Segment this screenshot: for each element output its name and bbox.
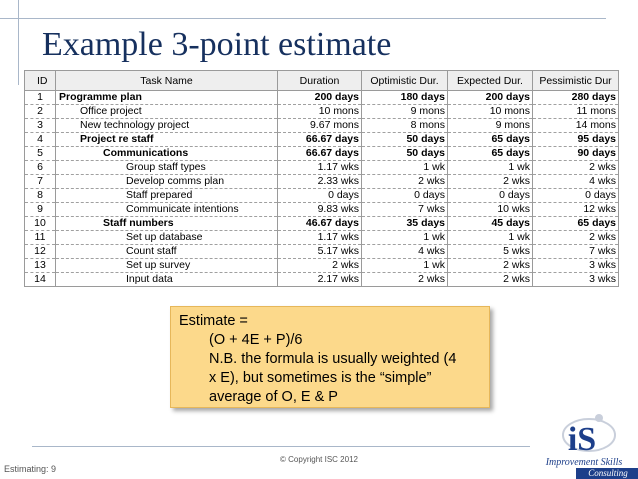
- logo-line1: Improvement Skills: [545, 457, 623, 468]
- cell-task-name: Input data: [56, 273, 278, 287]
- cell-expected: 1 wk: [448, 161, 533, 175]
- cell-task-name: Communicate intentions: [56, 203, 278, 217]
- formula-callout: [170, 306, 490, 408]
- bottom-divider: [32, 446, 530, 447]
- cell-expected: 2 wks: [448, 273, 533, 287]
- cell-expected: 9 mons: [448, 119, 533, 133]
- cell-pessimistic: 2 wks: [533, 231, 619, 245]
- cell-id: 1: [25, 91, 56, 105]
- cell-duration: 2.33 wks: [278, 175, 362, 189]
- cell-pessimistic: 95 days: [533, 133, 619, 147]
- cell-id: 7: [25, 175, 56, 189]
- cell-duration: 1.17 wks: [278, 231, 362, 245]
- col-header-expected: Expected Dur.: [448, 71, 533, 91]
- table-row: [25, 259, 619, 273]
- cell-id: 2: [25, 105, 56, 119]
- cell-task-name: Office project: [56, 105, 278, 119]
- company-logo: [526, 408, 638, 479]
- cell-pessimistic: 65 days: [533, 217, 619, 231]
- cell-optimistic: 7 wks: [362, 203, 448, 217]
- cell-duration: 10 mons: [278, 105, 362, 119]
- cell-pessimistic: 4 wks: [533, 175, 619, 189]
- callout-line: x E), but sometimes is the “simple”: [209, 370, 432, 386]
- col-header-task-name: Task Name: [56, 71, 278, 91]
- cell-expected: 45 days: [448, 217, 533, 231]
- table-header-row: [25, 71, 619, 91]
- col-header-id: ID: [25, 71, 56, 91]
- table-row: [25, 119, 619, 133]
- cell-pessimistic: 3 wks: [533, 259, 619, 273]
- cell-pessimistic: 2 wks: [533, 161, 619, 175]
- cell-task-name: Programme plan: [56, 91, 278, 105]
- callout-line: Estimate =: [179, 313, 248, 329]
- cell-task-name: Group staff types: [56, 161, 278, 175]
- table-row: [25, 105, 619, 119]
- table-row: [25, 133, 619, 147]
- cell-id: 5: [25, 147, 56, 161]
- logo-mark: iS: [567, 421, 597, 458]
- cell-pessimistic: 11 mons: [533, 105, 619, 119]
- cell-pessimistic: 14 mons: [533, 119, 619, 133]
- cell-optimistic: 1 wk: [362, 231, 448, 245]
- slide-number: Estimating: 9: [4, 464, 57, 474]
- cell-id: 11: [25, 231, 56, 245]
- table-row: [25, 273, 619, 287]
- cell-duration: 200 days: [278, 91, 362, 105]
- table-row: [25, 147, 619, 161]
- cell-optimistic: 1 wk: [362, 161, 448, 175]
- cell-expected: 1 wk: [448, 231, 533, 245]
- slide-title: Example 3-point estimate: [42, 26, 392, 63]
- cell-id: 14: [25, 273, 56, 287]
- cell-optimistic: 35 days: [362, 217, 448, 231]
- cell-duration: 5.17 wks: [278, 245, 362, 259]
- cell-id: 13: [25, 259, 56, 273]
- cell-expected: 2 wks: [448, 175, 533, 189]
- callout-line: (O + 4E + P)/6: [209, 332, 303, 348]
- table-row: [25, 203, 619, 217]
- cell-id: 6: [25, 161, 56, 175]
- cell-id: 9: [25, 203, 56, 217]
- cell-pessimistic: 3 wks: [533, 273, 619, 287]
- top-divider: [0, 18, 606, 19]
- cell-task-name: Staff prepared: [56, 189, 278, 203]
- cell-expected: 0 days: [448, 189, 533, 203]
- cell-pessimistic: 0 days: [533, 189, 619, 203]
- cell-expected: 10 wks: [448, 203, 533, 217]
- table-row: [25, 245, 619, 259]
- cell-optimistic: 4 wks: [362, 245, 448, 259]
- logo-line2: Consulting: [588, 468, 628, 478]
- cell-pessimistic: 7 wks: [533, 245, 619, 259]
- cell-optimistic: 0 days: [362, 189, 448, 203]
- cell-id: 8: [25, 189, 56, 203]
- copyright-notice: © Copyright ISC 2012: [280, 455, 358, 464]
- cell-task-name: Communications: [56, 147, 278, 161]
- cell-optimistic: 2 wks: [362, 175, 448, 189]
- cell-duration: 66.67 days: [278, 133, 362, 147]
- cell-task-name: Count staff: [56, 245, 278, 259]
- cell-duration: 9.67 mons: [278, 119, 362, 133]
- cell-duration: 9.83 wks: [278, 203, 362, 217]
- cell-optimistic: 180 days: [362, 91, 448, 105]
- cell-pessimistic: 280 days: [533, 91, 619, 105]
- cell-pessimistic: 12 wks: [533, 203, 619, 217]
- cell-duration: 66.67 days: [278, 147, 362, 161]
- cell-task-name: New technology project: [56, 119, 278, 133]
- cell-id: 12: [25, 245, 56, 259]
- left-divider: [18, 0, 19, 85]
- cell-optimistic: 8 mons: [362, 119, 448, 133]
- cell-duration: 2.17 wks: [278, 273, 362, 287]
- cell-id: 4: [25, 133, 56, 147]
- cell-task-name: Develop comms plan: [56, 175, 278, 189]
- cell-duration: 1.17 wks: [278, 161, 362, 175]
- table-row: [25, 189, 619, 203]
- table-row: [25, 175, 619, 189]
- table-row: [25, 161, 619, 175]
- cell-expected: 65 days: [448, 147, 533, 161]
- cell-task-name: Set up survey: [56, 259, 278, 273]
- cell-optimistic: 50 days: [362, 147, 448, 161]
- cell-duration: 2 wks: [278, 259, 362, 273]
- cell-expected: 65 days: [448, 133, 533, 147]
- cell-expected: 2 wks: [448, 259, 533, 273]
- cell-task-name: Set up database: [56, 231, 278, 245]
- col-header-optimistic: Optimistic Dur.: [362, 71, 448, 91]
- cell-optimistic: 9 mons: [362, 105, 448, 119]
- cell-expected: 10 mons: [448, 105, 533, 119]
- cell-pessimistic: 90 days: [533, 147, 619, 161]
- table-row: [25, 217, 619, 231]
- cell-optimistic: 1 wk: [362, 259, 448, 273]
- cell-id: 10: [25, 217, 56, 231]
- cell-duration: 46.67 days: [278, 217, 362, 231]
- table-row: [25, 91, 619, 105]
- callout-line: N.B. the formula is usually weighted (4: [209, 351, 457, 367]
- logo-dot: [595, 414, 603, 422]
- cell-expected: 200 days: [448, 91, 533, 105]
- cell-task-name: Staff numbers: [56, 217, 278, 231]
- estimate-table: [24, 70, 619, 287]
- cell-task-name: Project re staff: [56, 133, 278, 147]
- cell-optimistic: 50 days: [362, 133, 448, 147]
- col-header-duration: Duration: [278, 71, 362, 91]
- cell-optimistic: 2 wks: [362, 273, 448, 287]
- col-header-pessimistic: Pessimistic Dur: [533, 71, 619, 91]
- callout-line: average of O, E & P: [209, 389, 338, 405]
- table-row: [25, 231, 619, 245]
- cell-duration: 0 days: [278, 189, 362, 203]
- cell-id: 3: [25, 119, 56, 133]
- cell-expected: 5 wks: [448, 245, 533, 259]
